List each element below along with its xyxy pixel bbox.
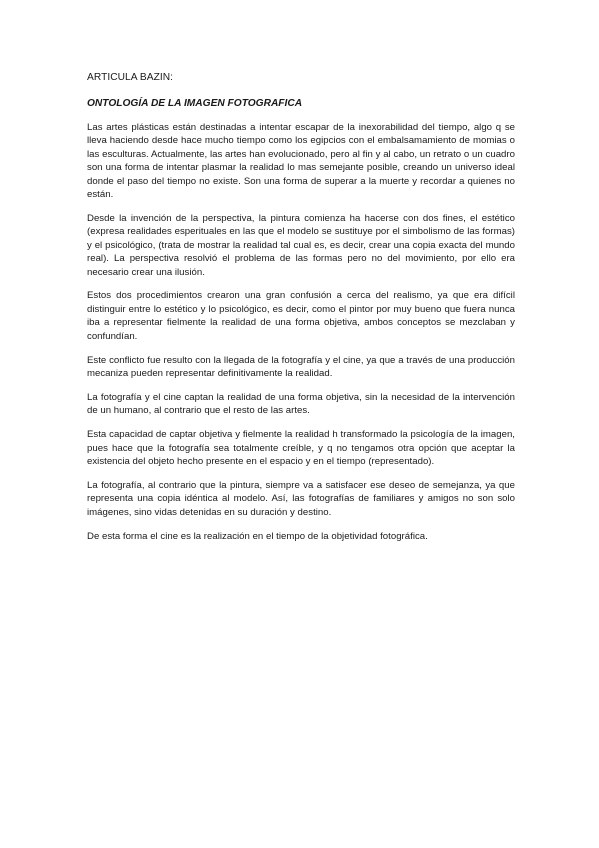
paragraph-5: La fotografía y el cine captan la realidad de una forma objetiva, sin la necesidad de la intervención de un humano, al contrario que el resto de las artes. [87, 391, 515, 417]
paragraph-6: Esta capacidad de captar objetiva y fielmente la realidad h transformado la psicología de la imagen, pues hace que la fotografía sea totalmente creíble, y q no tengamos otra opción que aceptar la existencia del objeto hecho presente en el espacio y en el tiempo (representado). [87, 429, 515, 468]
document-body [87, 71, 515, 554]
paragraph-1: Las artes plásticas están destinadas a intentar escapar de la inexorabilidad del tiempo, algo q se lleva haciendo desde hace mucho tiempo como los egipcios con el embalsamamiento de momias o las esculturas. Actualmente, las artes han evolucionado, pero al fin y al cabo, un retrato o un cuadro son una forma de intentar plasmar la realidad lo mas semejante posible, creando un universo ideal donde el paso del tiempo no existe. Son una forma de superar a la muerte y recordar a quienes no están. [87, 122, 515, 201]
document-title: ONTOLOGÍA DE LA IMAGEN FOTOGRAFICA [87, 98, 303, 109]
paragraph-7: La fotografía, al contrario que la pintura, siempre va a satisfacer ese deseo de semejanza, ya que representa una copia idéntica al modelo. Así, las fotografías de familiares y amigos no son solo imágenes, sino vidas detenidas en su duración y destino. [87, 479, 515, 518]
paragraph-8: De esta forma el cine es la realización en el tiempo de la objetividad fotográfica. [87, 530, 428, 542]
paragraph-4: Este conflicto fue resulto con la llegada de la fotografía y el cine, ya que a través de una producción mecaniza pueden representar definitivamente la realidad. [87, 354, 515, 379]
paragraph-2: Desde la invención de la perspectiva, la pintura comienza ha hacerse con dos fines, el estético (expresa realidades esperituales en las que el modelo se sustituye por el simbolismo de las formas) y el psicológico, (trata de mostrar la realidad tal cual es, es decir, crear una copia exacta del mundo real). La perspectiva resolvió el problema de las formas pero no del movimiento, por ello era necesario crear una ilusión. [87, 212, 515, 278]
document-heading: ARTICULA BAZIN: [87, 72, 174, 83]
paragraph-3: Estos dos procedimientos crearon una gran confusión a cerca del realismo, ya que era difícil distinguir entre lo estético y lo psicológico, es decir, como el pintor por muy bueno que fuera nunca iba a representar fielmente la realidad de una forma objetiva, ambos conceptos se mezclaban y confundían. [87, 290, 515, 342]
